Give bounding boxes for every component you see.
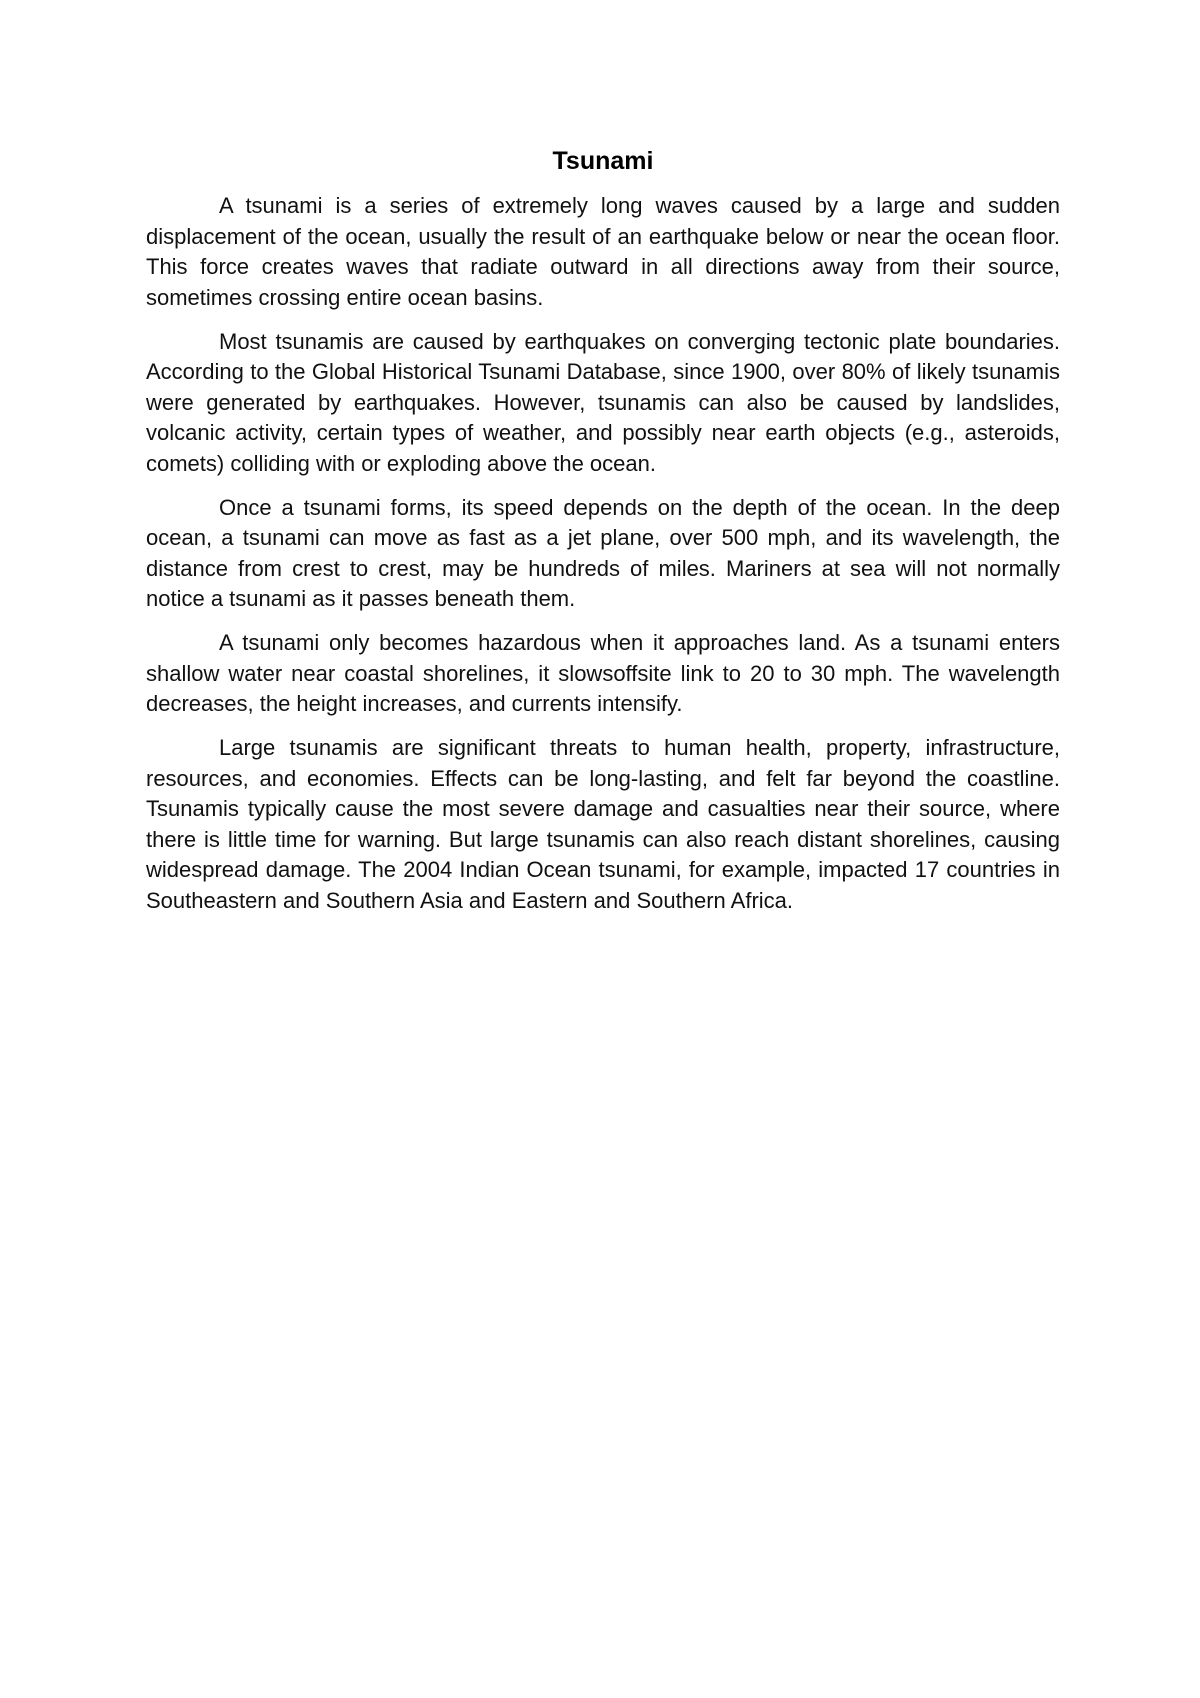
paragraph-speed: Once a tsunami forms, its speed depends on the depth of the ocean. In the deep ocean, a tsunami can move as fast as a jet plane, over 500 mph, and its wavelength, the distance from crest to crest, may be hundreds of miles. Mariners at sea will not normally notice a tsunami as it passes beneath them. xyxy=(146,494,1060,611)
page-title: Tsunami xyxy=(552,147,654,175)
paragraph-hazard: A tsunami only becomes hazardous when it approaches land. As a tsunami enters shallow water near coastal shorelines, it slowsoffsite link to 20 to 30 mph. The wavelength decreases, the height increases, and currents intensify. xyxy=(146,630,1060,716)
paragraph-impact: Large tsunamis are significant threats to human health, property, infrastructure, resources, and economies. Effects can be long-lasting, and felt far beyond the coastline. Tsunamis typically cause the most severe damage and casualties near their source, where there is little time for warning. But large tsunamis can also reach distant shorelines, causing widespread damage. The 2004 Indian Ocean tsunami, for example, impacted 17 countries in Southeastern and Southern Asia and Eastern and Southern Africa. xyxy=(146,735,1060,913)
paragraph-causes: Most tsunamis are caused by earthquakes on converging tectonic plate boundaries. According to the Global Historical Tsunami Database, since 1900, over 80% of likely tsunamis were generated by earthquakes. However, tsunamis can also be caused by landslides, volcanic activity, certain types of weather, and possibly near earth objects (e.g., asteroids, comets) colliding with or exploding above the ocean. xyxy=(146,328,1060,476)
paragraph-definition: A tsunami is a series of extremely long waves caused by a large and sudden displacement of the ocean, usually the result of an earthquake below or near the ocean floor. This force creates waves that radiate outward in all directions away from their source, sometimes crossing entire ocean basins. xyxy=(146,193,1060,310)
document-body xyxy=(146,142,1060,930)
